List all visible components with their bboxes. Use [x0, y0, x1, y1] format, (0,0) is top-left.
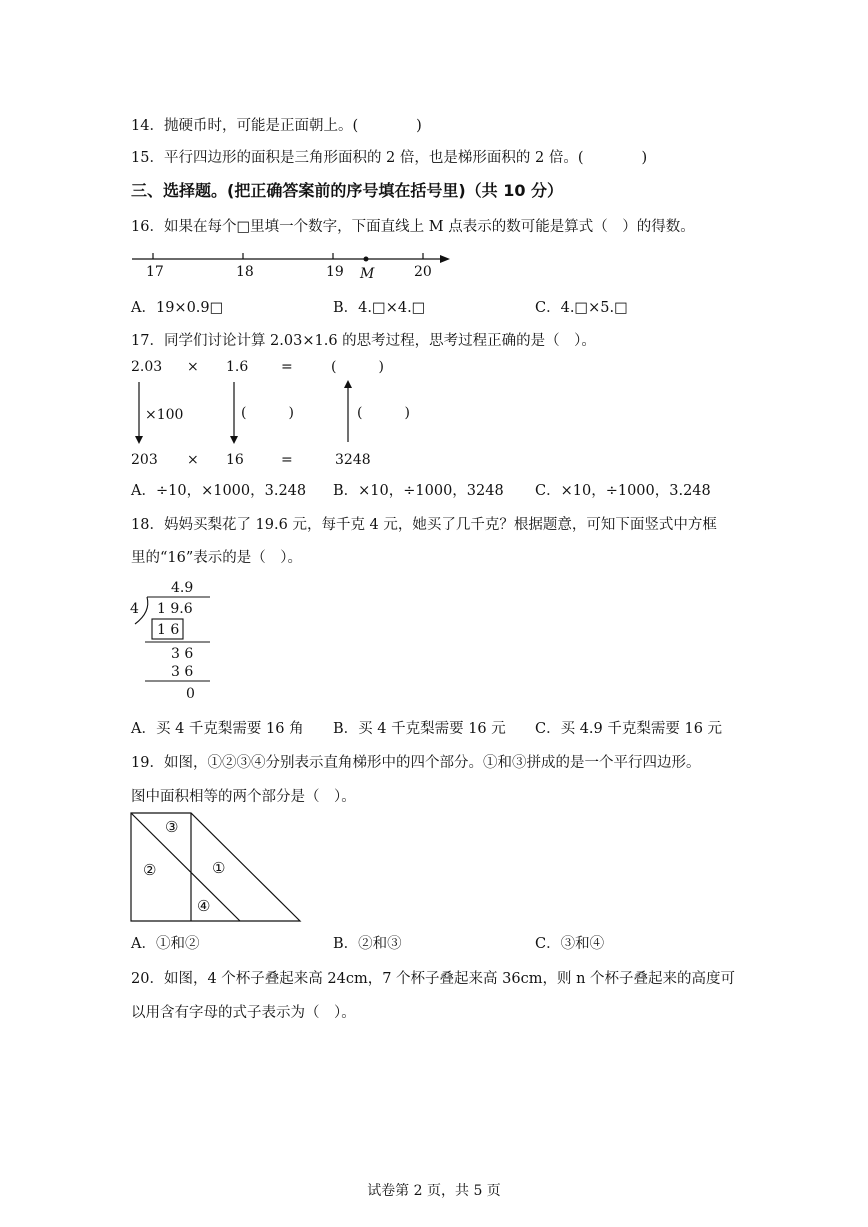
- q16-option-c[interactable]: C．4.□×5.□: [535, 300, 628, 316]
- point-m: [364, 257, 369, 262]
- page-footer: 试卷第 2 页，共 5 页: [367, 1183, 501, 1199]
- q16-option-b[interactable]: B．4.□×4.□: [333, 300, 426, 316]
- q17-option-b[interactable]: B．×10，÷1000，3248: [333, 483, 504, 499]
- question-17-stem: 17．同学们讨论计算 2.03×1.6 的思考过程，思考过程正确的是（ ）。: [131, 333, 596, 349]
- bottom-factor-2: 16: [226, 452, 244, 468]
- partial-36: 3 6: [171, 646, 194, 662]
- question-20-stem-2: 以用含有字母的式子表示为（ ）。: [131, 1005, 356, 1021]
- remainder: 0: [186, 686, 195, 702]
- question-14: 14．抛硬币时，可能是正面朝上。( ): [131, 118, 422, 134]
- question-20-stem-1: 20．如图，4 个杯子叠起来高 24cm，7 个杯子叠起来高 36cm，则 n 个杯子叠起来的高度可: [131, 971, 736, 987]
- q16-option-a[interactable]: A．19×0.9□: [131, 300, 224, 316]
- question-18-stem-2: 里的“16”表示的是（ ）。: [131, 550, 303, 566]
- top-factor-2: 1.6: [226, 359, 249, 375]
- bottom-equals: =: [281, 452, 293, 468]
- tick-label: 18: [236, 264, 254, 280]
- point-m-label: M: [360, 266, 375, 282]
- q19-option-b[interactable]: B．②和③: [333, 936, 402, 952]
- question-18-stem-1: 18．妈妈买梨花了 19.6 元，每千克 4 元，她买了几千克？根据题意，可知下面竖式中方框: [131, 517, 717, 533]
- boxed-number: 1 6: [157, 622, 180, 638]
- trapezoid-figure: [125, 808, 310, 928]
- product-36: 3 6: [171, 664, 194, 680]
- q18-option-c[interactable]: C．买 4.9 千克梨需要 16 元: [535, 721, 723, 737]
- dividend: 1 9.6: [157, 601, 193, 617]
- bottom-factor-1: 203: [131, 452, 158, 468]
- section-heading: 三、选择题。(把正确答案前的序号填在括号里)（共 10 分）: [131, 181, 564, 200]
- region-3-label: ③: [165, 818, 179, 836]
- q18-option-b[interactable]: B．买 4 千克梨需要 16 元: [333, 721, 506, 737]
- region-2-label: ②: [143, 861, 157, 879]
- number-line: [120, 245, 465, 285]
- long-division: [125, 572, 220, 707]
- top-result-blank: ( ): [331, 359, 384, 375]
- region-4-label: ④: [197, 897, 211, 915]
- question-15: 15．平行四边形的面积是三角形面积的 2 倍，也是梯形面积的 2 倍。( ): [131, 150, 648, 166]
- arrow-label-2: ( ): [241, 405, 294, 421]
- top-equals: =: [281, 359, 293, 375]
- tick-label: 19: [326, 264, 344, 280]
- q19-option-c[interactable]: C．③和④: [535, 936, 605, 952]
- arrow-label-3: ( ): [357, 405, 410, 421]
- tick-label: 20: [414, 264, 432, 280]
- divisor: 4: [130, 601, 139, 617]
- bottom-times: ×: [187, 452, 199, 468]
- question-19-stem-2: 图中面积相等的两个部分是（ ）。: [131, 789, 356, 805]
- q18-option-a[interactable]: A．买 4 千克梨需要 16 角: [131, 721, 304, 737]
- top-factor-1: 2.03: [131, 359, 163, 375]
- q19-option-a[interactable]: A．①和②: [131, 936, 200, 952]
- quotient: 4.9: [171, 580, 194, 596]
- arrow-label-1: ×100: [145, 407, 184, 423]
- top-times: ×: [187, 359, 199, 375]
- question-19-stem-1: 19．如图，①②③④分别表示直角梯形中的四个部分。①和③拼成的是一个平行四边形。: [131, 755, 701, 771]
- question-16-stem: 16．如果在每个□里填一个数字，下面直线上 M 点表示的数可能是算式（ ）的得数。: [131, 219, 695, 235]
- calculation-diagram: [125, 350, 445, 475]
- q17-option-c[interactable]: C．×10，÷1000，3.248: [535, 483, 711, 499]
- q17-option-a[interactable]: A．÷10，×1000，3.248: [131, 483, 307, 499]
- tick-label: 17: [146, 264, 164, 280]
- region-1-label: ①: [212, 859, 226, 877]
- bottom-result: 3248: [335, 452, 371, 468]
